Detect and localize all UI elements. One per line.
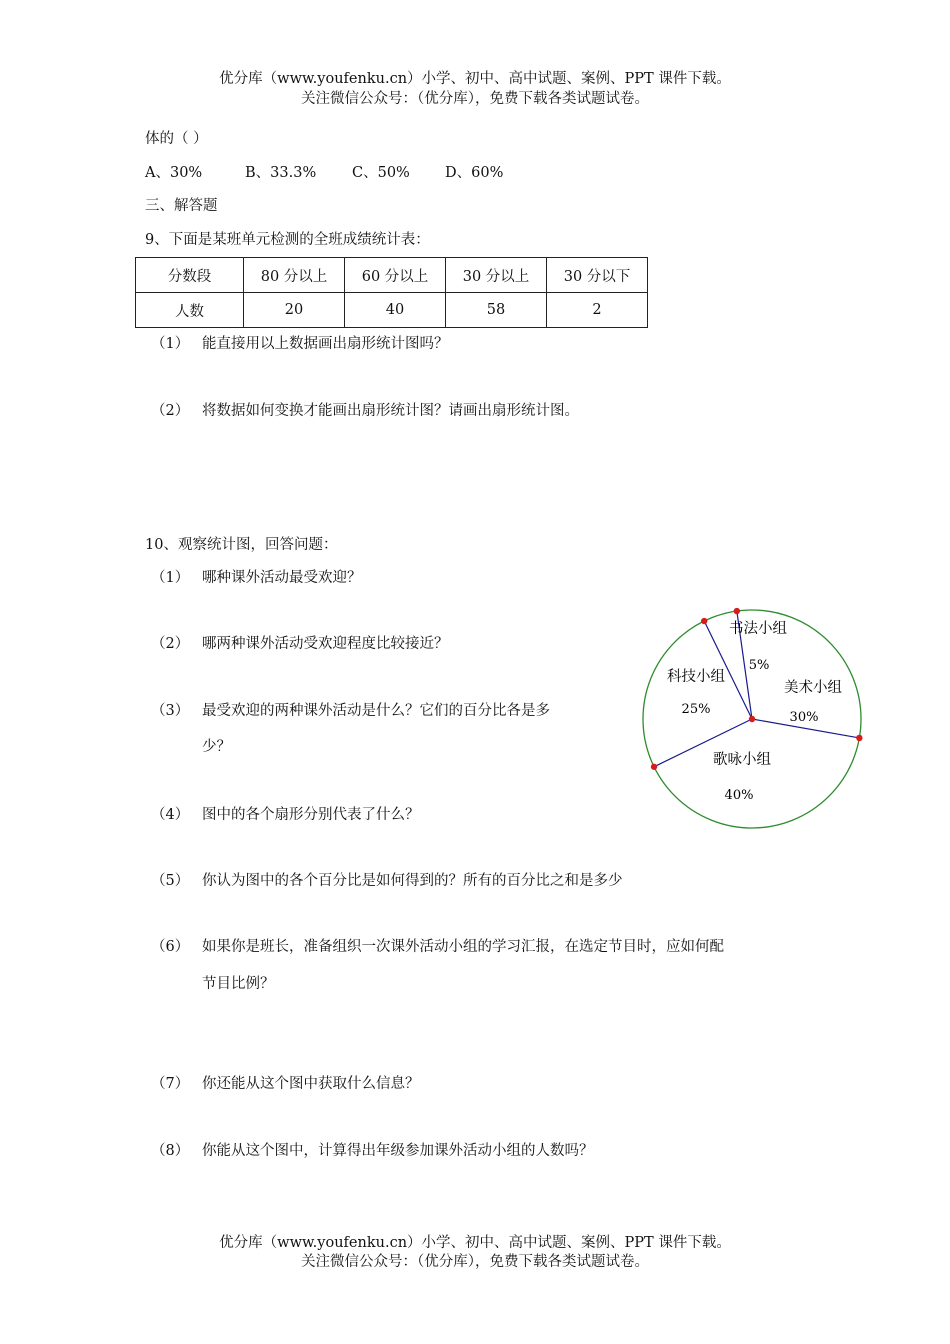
q9-sub-1-number: （1） [151, 336, 190, 352]
pie-boundary-dot [701, 618, 707, 624]
section-3-heading: 三、解答题 [145, 198, 218, 214]
q9-sub-2-number: （2） [151, 403, 190, 419]
q10-sub-3-number: （3） [151, 703, 190, 719]
q10-sub-2-text: 哪两种课外活动受欢迎程度比较接近？ [202, 636, 449, 652]
q8-stem-tail: 体的（ ） [145, 131, 208, 147]
pie-boundary-dot [856, 735, 862, 741]
q10-title: 10、观察统计图，回答问题： [145, 537, 338, 553]
q10-sub-8-number: （8） [151, 1143, 190, 1159]
q10-sub-4-text: 图中的各个扇形分别代表了什么？ [202, 807, 420, 823]
table-cell: 30 分以下 [547, 258, 648, 293]
q9-sub-2-text: 将数据如何变换才能画出扇形统计图？请画出扇形统计图。 [202, 403, 579, 419]
q10-sub-8-text: 你能从这个图中，计算得出年级参加课外活动小组的人数吗？ [202, 1143, 594, 1159]
q9-title: 9、下面是某班单元检测的全班成绩统计表： [145, 232, 430, 248]
q10-sub-5-text: 你认为图中的各个百分比是如何得到的？所有的百分比之和是多少 [202, 873, 623, 889]
slice-label-technology: 科技小组 [667, 669, 725, 685]
pie-center-dot [749, 716, 755, 722]
q10-sub-2-number: （2） [151, 636, 190, 652]
slice-value-technology: 25% [681, 702, 711, 717]
table-cell: 80 分以上 [244, 258, 345, 293]
q10-sub-7-text: 你还能从这个图中获取什么信息？ [202, 1076, 420, 1092]
table-cell: 30 分以上 [446, 258, 547, 293]
table-cell: 2 [547, 293, 648, 328]
table-cell: 58 [446, 293, 547, 328]
slice-label-calligraphy: 书法小组 [729, 621, 787, 637]
option-a: A、30% [145, 165, 203, 181]
q9-sub-1-text: 能直接用以上数据画出扇形统计图吗？ [202, 336, 449, 352]
table-cell: 40 [345, 293, 446, 328]
table-row [136, 293, 648, 328]
q10-sub-7-number: （7） [151, 1076, 190, 1092]
q10-sub-3-continuation: 少？ [202, 739, 231, 755]
table-cell: 60 分以上 [345, 258, 446, 293]
activity-pie-chart [630, 600, 875, 840]
pie-boundary-dot [734, 608, 740, 614]
pie-boundary-dot [651, 764, 657, 770]
table-cell: 20 [244, 293, 345, 328]
footer-line-1: 优分库（www.youfenku.cn）小学、初中、高中试题、案例、PPT 课件下载。 [219, 1235, 731, 1251]
q10-sub-3-text: 最受欢迎的两种课外活动是什么？它们的百分比各是多 [202, 703, 550, 719]
option-d: D、60% [445, 165, 504, 181]
q10-sub-6-text: 如果你是班长，准备组织一次课外活动小组的学习汇报，在选定节目时，应如何配 [202, 939, 724, 955]
option-b: B、33.3% [245, 165, 317, 181]
header-line-2: 关注微信公众号：（优分库），免费下载各类试题试卷。 [301, 91, 649, 107]
slice-label-art: 美术小组 [784, 680, 842, 696]
slice-value-calligraphy: 5% [748, 658, 770, 673]
q10-sub-1-number: （1） [151, 570, 190, 586]
table-cell: 分数段 [136, 258, 244, 293]
q10-sub-4-number: （4） [151, 807, 190, 823]
score-table [135, 257, 648, 328]
slice-value-choir: 40% [724, 788, 754, 803]
slice-label-choir: 歌咏小组 [713, 752, 771, 768]
option-c: C、50% [352, 165, 410, 181]
slice-value-art: 30% [789, 710, 819, 725]
footer-line-2: 关注微信公众号：（优分库），免费下载各类试题试卷。 [301, 1254, 649, 1270]
header-line-1: 优分库（www.youfenku.cn）小学、初中、高中试题、案例、PPT 课件下载。 [219, 71, 731, 87]
q10-sub-1-text: 哪种课外活动最受欢迎？ [202, 570, 362, 586]
table-header-row [136, 258, 648, 293]
q10-sub-5-number: （5） [151, 873, 190, 889]
q10-sub-6-number: （6） [151, 939, 190, 955]
table-cell: 人数 [136, 293, 244, 328]
q10-sub-6-continuation: 节目比例？ [202, 976, 275, 992]
